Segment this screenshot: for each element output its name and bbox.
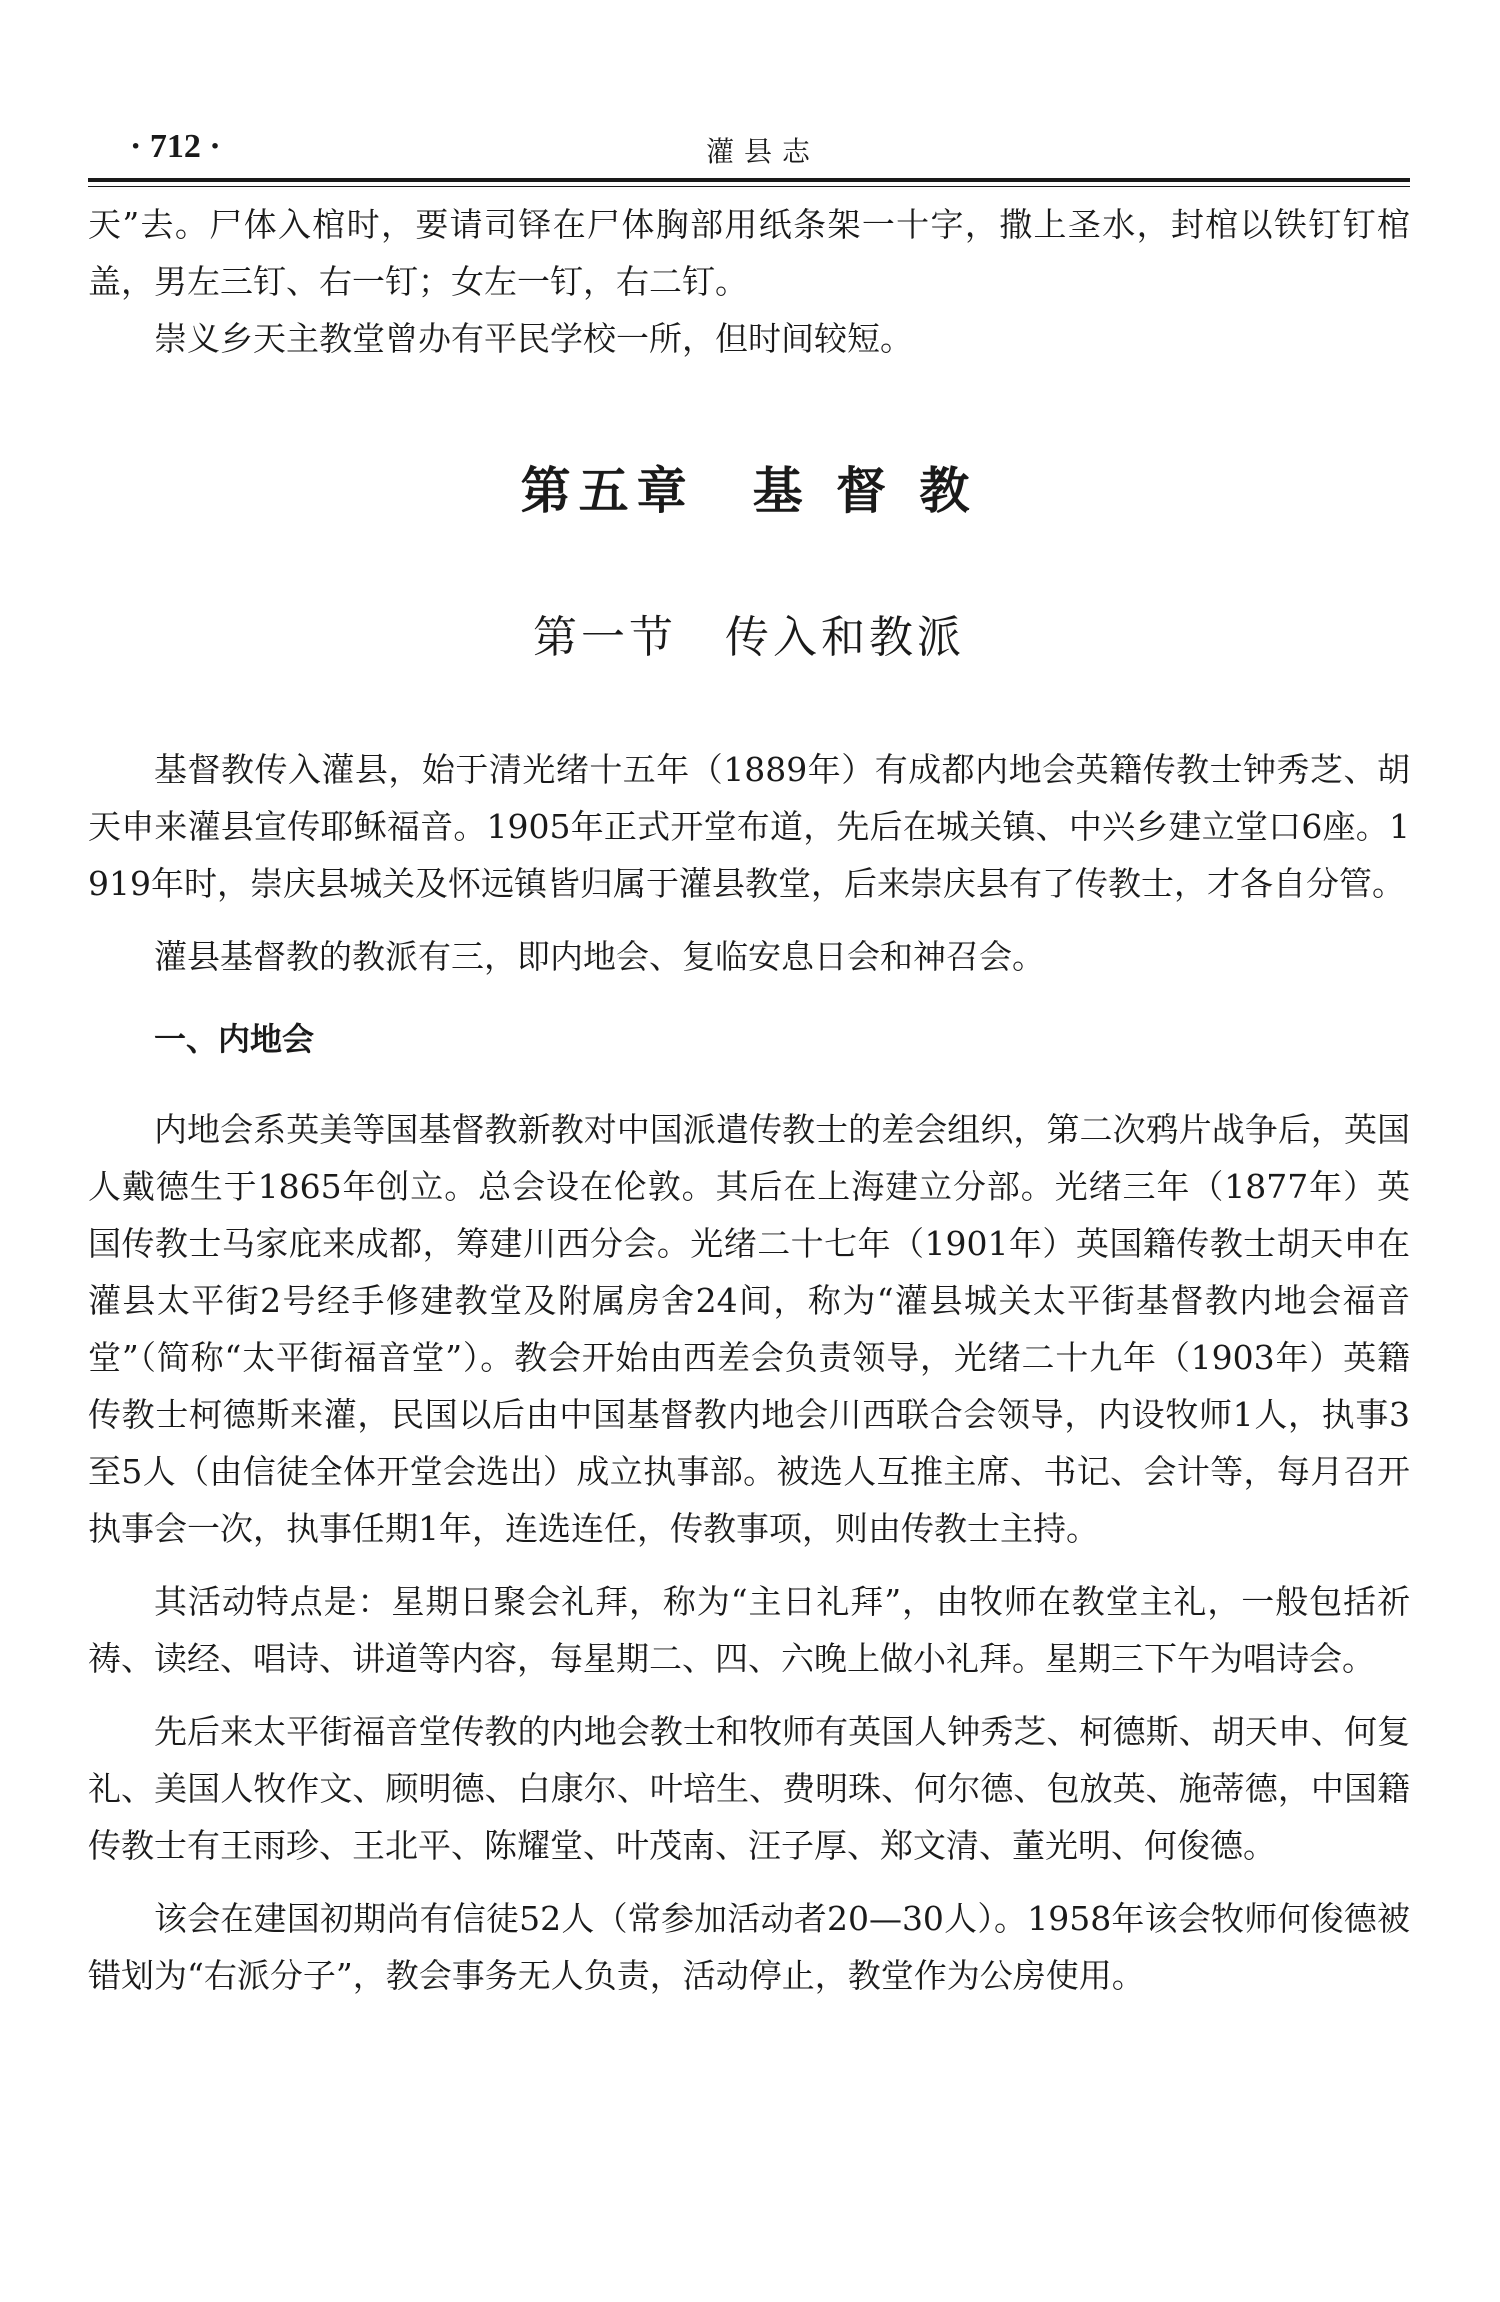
paragraph: 基督教传入灌县，始于清光绪十五年（1889年）有成都内地会英籍传教士钟秀芝、胡天申来灌县宣传耶稣福音。1905年正式开堂布道，先后在城关镇、中兴乡建立堂口6座。1919年时，崇庆县城关及怀远镇皆归属于灌县教堂，后来崇庆县有了传教士，才各自分管。 [88, 750, 1410, 903]
spacer [88, 912, 1410, 928]
paragraph: 崇义乡天主教堂曾办有平民学校一所，但时间较短。 [154, 319, 913, 358]
section-title: 第一节 传入和教派 [533, 612, 965, 663]
paragraph: 其活动特点是：星期日聚会礼拜，称为“主日礼拜”，由牧师在教堂主礼，一般包括祈祷、读经、唱诗、讲道等内容，每星期二、四、六晚上做小礼拜。星期三下午为唱诗会。 [88, 1582, 1410, 1678]
running-title: 灌县志 [705, 135, 820, 168]
page-header [128, 118, 1398, 178]
page-number: · 712 · [130, 128, 221, 165]
paragraph: 先后来太平街福音堂传教的内地会教士和牧师有英国人钟秀芝、柯德斯、胡天申、何复礼、美国人牧作文、顾明德、白康尔、叶培生、费明珠、何尔德、包放英、施蒂德，中国籍传教士有王雨珍、王北平、陈耀堂、叶茂南、汪子厚、郑文清、董光明、何俊德。 [88, 1712, 1410, 1865]
spacer [88, 1687, 1410, 1703]
paragraph: 该会在建国初期尚有信徒52人（常参加活动者20—30人）。1958年该会牧师何俊德被错划为“右派分子”，教会事务无人负责，活动停止，教堂作为公房使用。 [88, 1899, 1410, 1995]
header-rule-thin [88, 186, 1410, 187]
paragraph: 内地会系英美等国基督教新教对中国派遣传教士的差会组织，第二次鸦片战争后，英国人戴德生于1865年创立。总会设在伦敦。其后在上海建立分部。光绪三年（1877年）英国传教士马家庇来成都，筹建川西分会。光绪二十七年（1901年）英国籍传教士胡天申在灌县太平街2号经手修建教堂及附属房舍24间，称为“灌县城关太平街基督教内地会福音堂”（简称“太平街福音堂”）。教会开始由西差会负责领导，光绪二十九年（1903年）英籍传教士柯德斯来灌，民国以后由中国基督教内地会川西联合会领导，内设牧师1人，执事3至5人（由信徒全体开堂会选出）成立执事部。被选人互推主席、书记、会计等，每月召开执事会一次，执事任期1年，连选连任，传教事项，则由传教士主持。 [88, 1110, 1410, 1548]
spacer [88, 1557, 1410, 1573]
paragraph: 灌县基督教的教派有三，即内地会、复临安息日会和神召会。 [154, 937, 1045, 976]
header-rule-thick [88, 178, 1410, 182]
page-body [88, 196, 1410, 2004]
continued-paragraph: 天”去。尸体入棺时，要请司铎在尸体胸部用纸条架一十字，撒上圣水，封棺以铁钉钉棺盖，男左三钉、右一钉；女左一钉，右二钉。 [88, 205, 1410, 301]
subsection-title: 一、内地会 [154, 1020, 315, 1058]
spacer [88, 1874, 1410, 1890]
chapter-title: 第五章 基 督 教 [520, 462, 978, 520]
